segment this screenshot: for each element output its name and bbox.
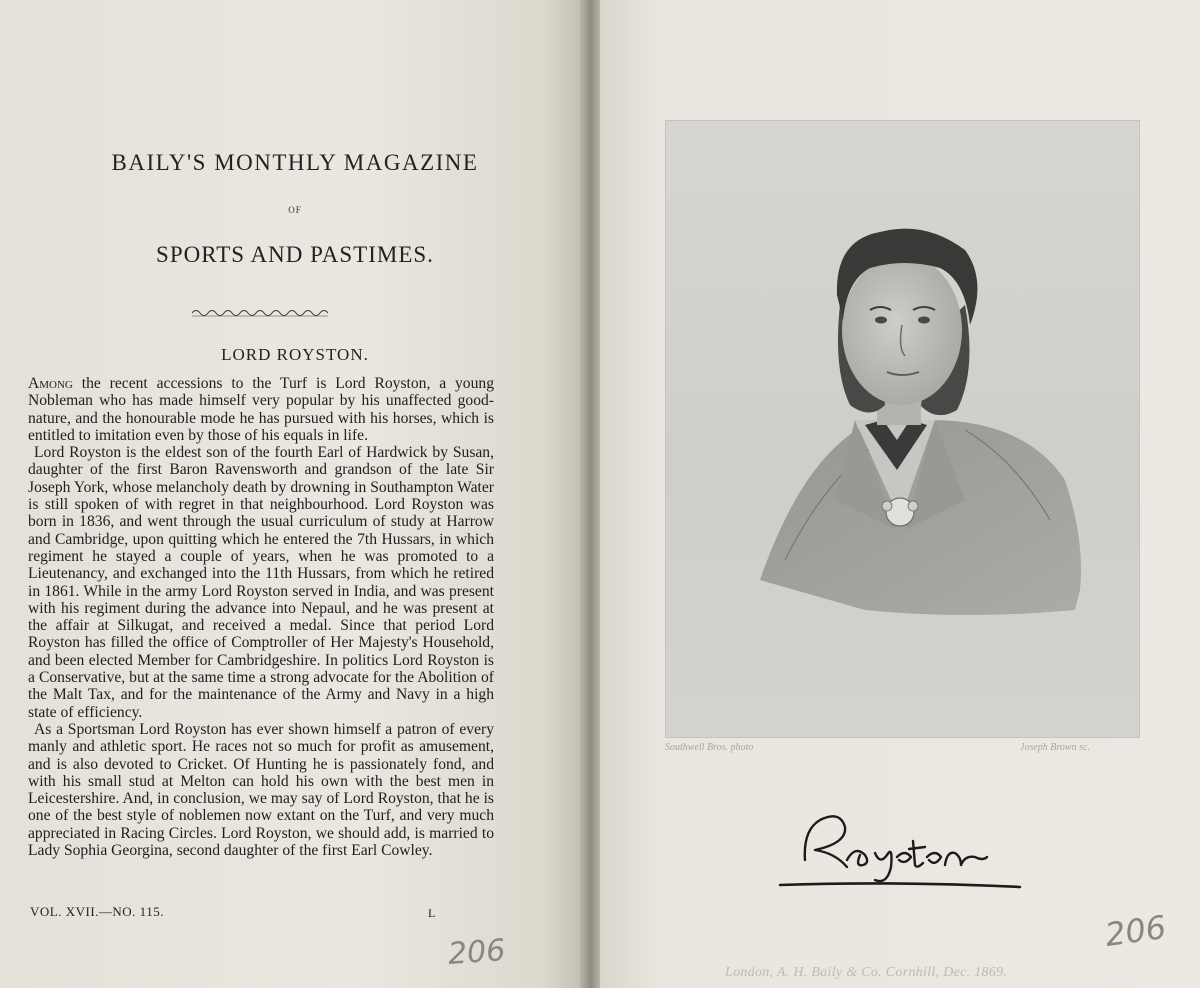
article-paragraph: Lord Royston is the eldest son of the fourth Earl of Hardwick by Susan, daughter of the first Baron Ravensworth and grandson of the late Sir Joseph York, whose melancholy death by drowning in Southampton Water is still spoken of with regret in that neighbourhood. Lord Royston was born in 1836, and went through the usual curriculum of study at Harrow and Cambridge, upon quitting which he entered the 7th Hussars, in which regiment he stayed a couple of years, when he was promoted to a Lieutenancy, and exchanged into the 11th Hussars, from which he retired in 1861. While in the army Lord Royston served in India, and was present with his regiment during the advance into Nepaul, and he was present at the affair at Silkugat, and received a medal. Since that period Lord Royston has filled the office of Comptroller of Her Majesty's Household, and been elected Member for Cambridgeshire. In politics Lord Royston is a Conservative, but at the same time a strong advocate for the Abolition of the Malt Tax, and for the maintenance of the Army and Navy in a high state of efficiency. [28,444,494,721]
paragraph-lead-word: Among [28,375,73,392]
pencil-number: 206 [446,933,507,972]
magazine-title-of: OF [288,205,302,215]
volume-number: VOL. XVII.—NO. 115. [30,904,164,919]
engraver-credit: Joseph Brown sc. [1020,742,1090,753]
paragraph-text: the recent accessions to the Turf is Lord Royston, a young Nobleman who has made himself very popular by his unaffected good-nature, and the honourable mode he has pursued with his horses, which is entitled to imitation even by those of his equals in life. [28,375,494,444]
portrait-plate [665,120,1140,738]
article-paragraph: As a Sportsman Lord Royston has ever shown himself a patron of every manly and athletic sport. He races not so much for profit as amusement, and is also devoted to Cricket. Of Hunting he is passionately fond, and with his small stud at Melton can hold his own with the best men in Leicestershire. And, in conclusion, we may say of Lord Royston, that he is one of the best style of noblemen now extant on the Turf, and very much appreciated in Racing Circles. Lord Royston, we should add, is married to Lady Sophia Georgina, second daughter of the first Earl Cowley. [28,720,494,860]
signature-mark: L [428,906,436,920]
portrait-engraving-icon [665,120,1140,738]
magazine-title: BAILY'S MONTHLY MAGAZINE [111,150,479,175]
publisher-imprint: London, A. H. Baily & Co. Cornhill, Dec. 1869. [725,965,1008,980]
article-body [28,375,494,859]
left-page [0,0,590,988]
signature-icon [775,805,1025,895]
pencil-number: 206 [1102,907,1169,955]
article-heading: LORD ROYSTON. [221,345,369,364]
photographer-credit: Southwell Bros. photo [665,742,754,753]
article-paragraph [28,375,494,444]
magazine-subtitle: SPORTS AND PASTIMES. [156,242,434,267]
decorative-rule-icon [190,306,330,320]
